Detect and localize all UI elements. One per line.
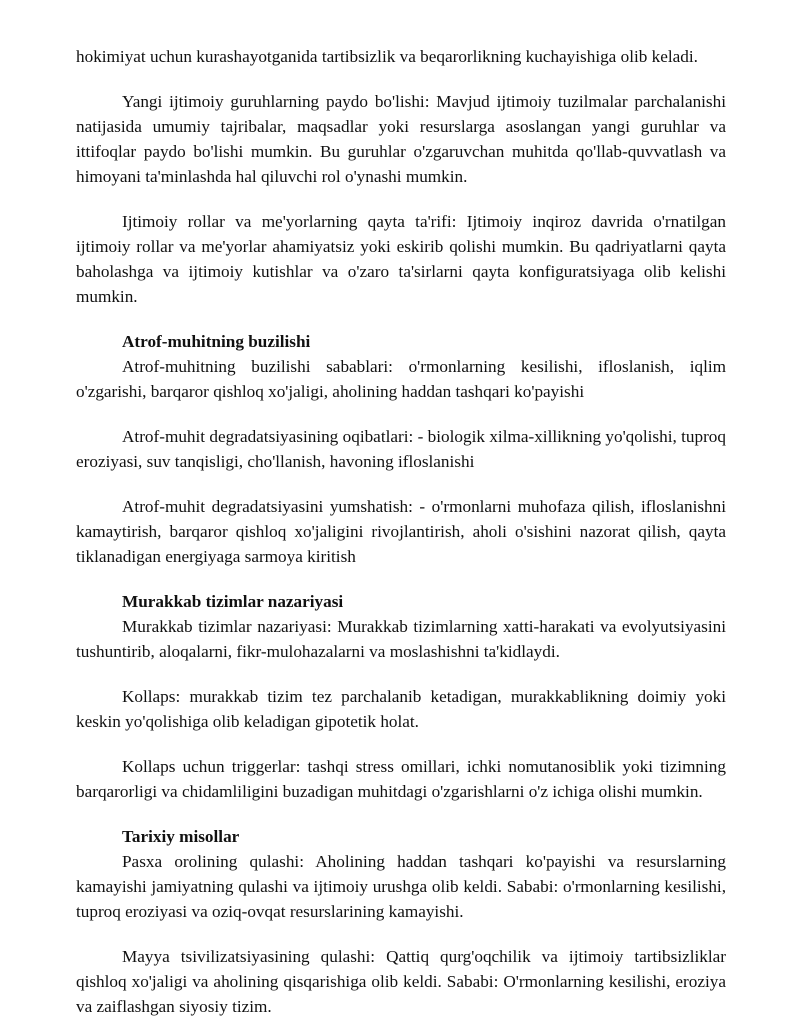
paragraph-collapse: Kollaps: murakkab tizim tez parchalanib ketadigan, murakkablikning doimiy yoki keskin yo'qolishiga olib keladigan gipotetik holat. [76,687,726,731]
heading-historical-examples: Tarixiy misollar [122,827,240,846]
heading-complex-systems: Murakkab tizimlar nazariyasi [122,592,344,611]
paragraph-complex-theory: Murakkab tizimlar nazariyasi: Murakkab tizimlarning xatti-harakati va evolyutsiyasini tushuntirib, aloqalarni, fikr-mulohazalarni va moslashishni ta'kidlaydi. [76,617,726,661]
heading-environment: Atrof-muhitning buzilishi [122,332,311,351]
paragraph-continued: hokimiyat uchun kurashayotganida tartibsizlik va beqarorlikning kuchayishiga olib keladi. [76,47,698,66]
paragraph-collapse-triggers: Kollaps uchun triggerlar: tashqi stress omillari, ichki nomutanosiblik yoki tizimning barqarorligi va chidamliligini buzadigan muhitdagi o'zgarishlarni o'z ichiga olishi mumkin. [76,757,726,801]
paragraph-env-consequences: Atrof-muhit degradatsiyasining oqibatlari: - biologik xilma-xillikning yo'qolishi, tuproq eroziyasi, suv tanqisligi, cho'llanish, havoning ifloslanishi [76,427,726,471]
paragraph-env-causes: Atrof-muhitning buzilishi sabablari: o'rmonlarning kesilishi, ifloslanish, iqlim o'zgarishi, barqaror qishloq xo'jaligi, aholining haddan tashqari ko'payishi [76,357,726,401]
paragraph-new-social-groups: Yangi ijtimoiy guruhlarning paydo bo'lishi: Mavjud ijtimoiy tuzilmalar parchalanishi natijasida umumiy tajribalar, maqsadlar yoki resurslarga asoslangan yangi guruhlar va ittifoqlar paydo bo'lishi mumkin. Bu guruhlar o'zgaruvchan muhitda qo'llab-quvvatlash va himoyani ta'minlashda hal qiluvchi rol o'ynashi mumkin. [76,92,726,186]
paragraph-maya: Mayya tsivilizatsiyasining qulashi: Qattiq qurg'oqchilik va ijtimoiy tartibsizliklar qishloq xo'jaligi va aholining qisqarishiga olib keldi. Sababi: O'rmonlarning kesilishi, eroziya va zaiflashgan siyosiy tizim. [76,947,726,1016]
paragraph-easter-island: Pasxa orolining qulashi: Aholining haddan tashqari ko'payishi va resurslarning kamayishi jamiyatning qulashi va ijtimoiy urushga olib keldi. Sababi: o'rmonlarning kesilishi, tuproq eroziyasi va oziq-ovqat resurslarining kamayishi. [76,852,726,921]
paragraph-env-mitigation: Atrof-muhit degradatsiyasini yumshatish: - o'rmonlarni muhofaza qilish, ifloslanishni kamaytirish, barqaror qishloq xo'jaligini rivojlantirish, aholi o'sishini nazorat qilish, qayta tiklanadigan energiyaga sarmoya kiritish [76,497,726,566]
paragraph-social-roles: Ijtimoiy rollar va me'yorlarning qayta ta'rifi: Ijtimoiy inqiroz davrida o'rnatilgan ijtimoiy rollar va me'yorlar ahamiyatsiz yoki eskirib qolishi mumkin. Bu qadriyatlarni qayta baholashga va ijtimoiy kutishlar va o'zaro ta'sirlarni qayta konfiguratsiyaga olib kelishi mumkin. [76,212,726,306]
